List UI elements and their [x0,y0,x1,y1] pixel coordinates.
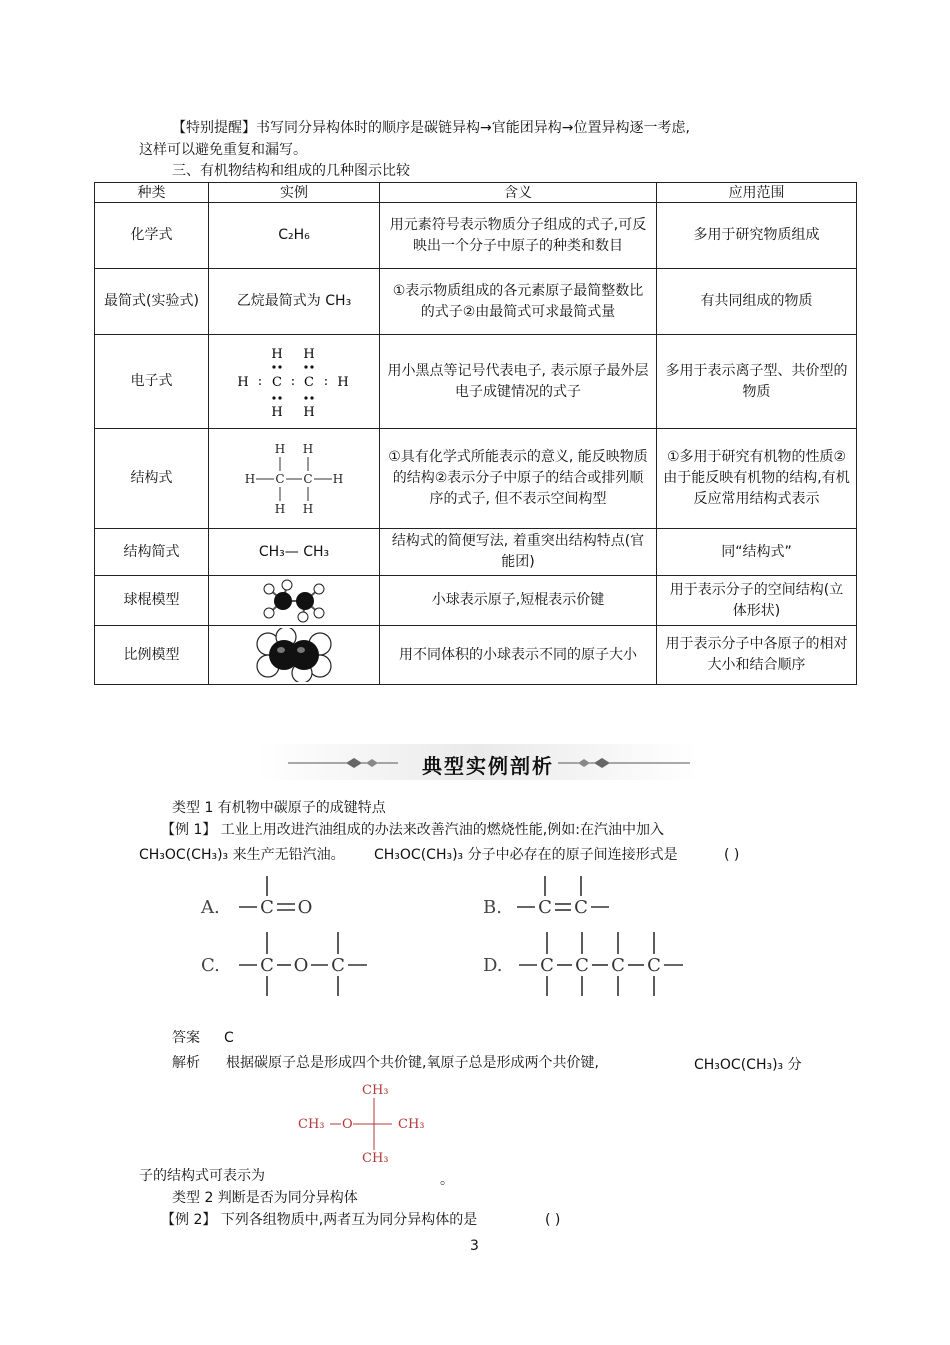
atom-c: C [575,955,589,976]
row-kind: 比例模型 [95,626,209,685]
atom-c: C [647,955,661,976]
atom-h: H [337,374,349,390]
atom-h: H [332,471,344,486]
row-example [209,429,380,529]
table-row [95,203,857,269]
row-kind: 最简式(实验式) [95,269,209,335]
atom-c: C [260,897,274,918]
header-scope: 应用范围 [657,183,857,203]
atom-c: C [303,471,313,486]
header-example: 实例 [209,183,380,203]
section-3-title: 三、有机物结构和组成的几种图示比较 [172,163,410,179]
example-1-line-2b: CH₃OC(CH₃)₃ 分子中必存在的原子间连接形式是 [374,847,678,863]
row-scope: 多用于研究物质组成 [657,203,857,269]
atom-h: H [303,346,315,362]
atom-h: H [274,501,286,516]
analysis-period: 。 [440,1172,454,1188]
atom-h: H [274,441,286,456]
atom-c: C [331,955,345,976]
header-meaning: 含义 [380,183,657,203]
row-meaning: ①表示物质组成的各元素原子最简整数比的式子②由最简式可求最简式量 [380,269,657,335]
row-example: C₂H₆ [209,203,380,269]
atom-h: H [237,374,249,390]
table-row [95,626,857,685]
analysis-tail: 子的结构式可表示为 [139,1168,265,1184]
option-d-label: D. [483,955,503,976]
table-row [95,335,857,429]
atom-h: H [303,404,315,420]
atom-h: H [271,404,283,420]
analysis-formula: CH₃OC(CH₃)₃ 分 [694,1057,802,1073]
table-row [95,576,857,626]
atom-c: C [272,374,282,390]
row-example: 乙烷最简式为 CH₃ [209,269,380,335]
atom-c: C [275,471,285,486]
row-kind: 结构简式 [95,529,209,576]
row-scope: 多用于表示离子型、共价型的物质 [657,335,857,429]
electron-pair: : [323,373,329,389]
row-scope: 用于表示分子中各原子的相对大小和结合顺序 [657,626,857,685]
type-1-heading: 类型 1 有机物中碳原子的成键特点 [172,800,386,816]
atom-h: H [302,441,314,456]
answer-value: C [224,1030,234,1046]
row-scope: 用于表示分子的空间结构(立体形状) [657,576,857,626]
ch3-group: CH₃ [298,1117,325,1132]
section-banner [258,742,698,782]
table-header-row [95,183,857,203]
analysis-label: 解析 [172,1055,200,1071]
ch3-group: CH₃ [362,1151,389,1166]
atom-c: C [260,955,274,976]
atom-c: C [611,955,625,976]
option-b-label: B. [483,897,502,918]
row-kind: 结构式 [95,429,209,529]
option-c-label: C. [201,955,220,976]
header-kind: 种类 [95,183,209,203]
space-filling-model-image [254,628,334,682]
electron-pair: : [257,373,263,389]
example-1-paren: ( ) [724,847,740,863]
atom-o: O [293,955,309,976]
comparison-table [94,182,857,685]
ethane-structural-formula-diagram [234,439,354,519]
mtbe-structural-formula [296,1080,436,1170]
example-1-line-1: 【例 1】 工业上用改进汽油组成的办法来改善汽油的燃烧性能,例如:在汽油中加入 [161,822,664,838]
banner-title: 典型实例剖析 [422,754,554,778]
table-row [95,529,857,576]
row-kind: 化学式 [95,203,209,269]
tip-line-2: 这样可以避免重复和漏写。 [139,142,307,158]
page-number: 3 [470,1238,479,1254]
example-1-line-2a: CH₃OC(CH₃)₃ 来生产无铅汽油。 [139,847,345,863]
row-example: CH₃— CH₃ [209,529,380,576]
tip-line-1: 【特别提醒】书写同分异构体时的顺序是碳链异构→官能团异构→位置异构逐一考虑, [172,120,690,136]
row-example [209,576,380,626]
row-meaning: ①具有化学式所能表示的意义, 能反映物质的结构②表示分子中原子的结合或排列顺序的式子, 但不表示空间构型 [380,429,657,529]
answer-label: 答案 [172,1030,200,1046]
atom-o: O [342,1117,353,1132]
atom-c: C [304,374,314,390]
row-kind: 电子式 [95,335,209,429]
atom-h: H [302,501,314,516]
atom-c: C [540,955,554,976]
table-row [95,429,857,529]
row-meaning: 用小黑点等记号代表电子, 表示原子最外层电子成键情况的式子 [380,335,657,429]
ch3-group: CH₃ [362,1083,389,1098]
atom-h: H [271,346,283,362]
row-meaning: 用元素符号表示物质分子组成的式子,可反映出一个分子中原子的种类和数目 [380,203,657,269]
row-scope: 有共同组成的物质 [657,269,857,335]
row-example [209,335,380,429]
atom-c: C [538,897,552,918]
electron-pair: : [290,373,296,389]
atom-h: H [244,471,256,486]
example-2-paren: ( ) [545,1212,561,1228]
row-scope: 同“结构式” [657,529,857,576]
example-2-text: 【例 2】 下列各组物质中,两者互为同分异构体的是 [161,1212,478,1228]
ch3-group: CH₃ [398,1117,425,1132]
ball-and-stick-model-image [259,579,329,623]
example-1-options [195,868,695,1000]
table-row [95,269,857,335]
analysis-text: 根据碳原子总是形成四个共价键,氧原子总是形成两个共价键, [226,1055,599,1071]
atom-c: C [574,897,588,918]
row-kind: 球棍模型 [95,576,209,626]
atom-o: O [297,897,313,918]
ethane-electron-formula-diagram [229,342,359,422]
row-meaning: 结构式的简便写法, 着重突出结构特点(官能团) [380,529,657,576]
row-example [209,626,380,685]
row-meaning: 用不同体积的小球表示不同的原子大小 [380,626,657,685]
type-2-heading: 类型 2 判断是否为同分异构体 [172,1190,358,1206]
row-scope: ①多用于研究有机物的性质②由于能反映有机物的结构,有机反应常用结构式表示 [657,429,857,529]
option-a-label: A. [201,897,220,918]
row-meaning: 小球表示原子,短棍表示价键 [380,576,657,626]
